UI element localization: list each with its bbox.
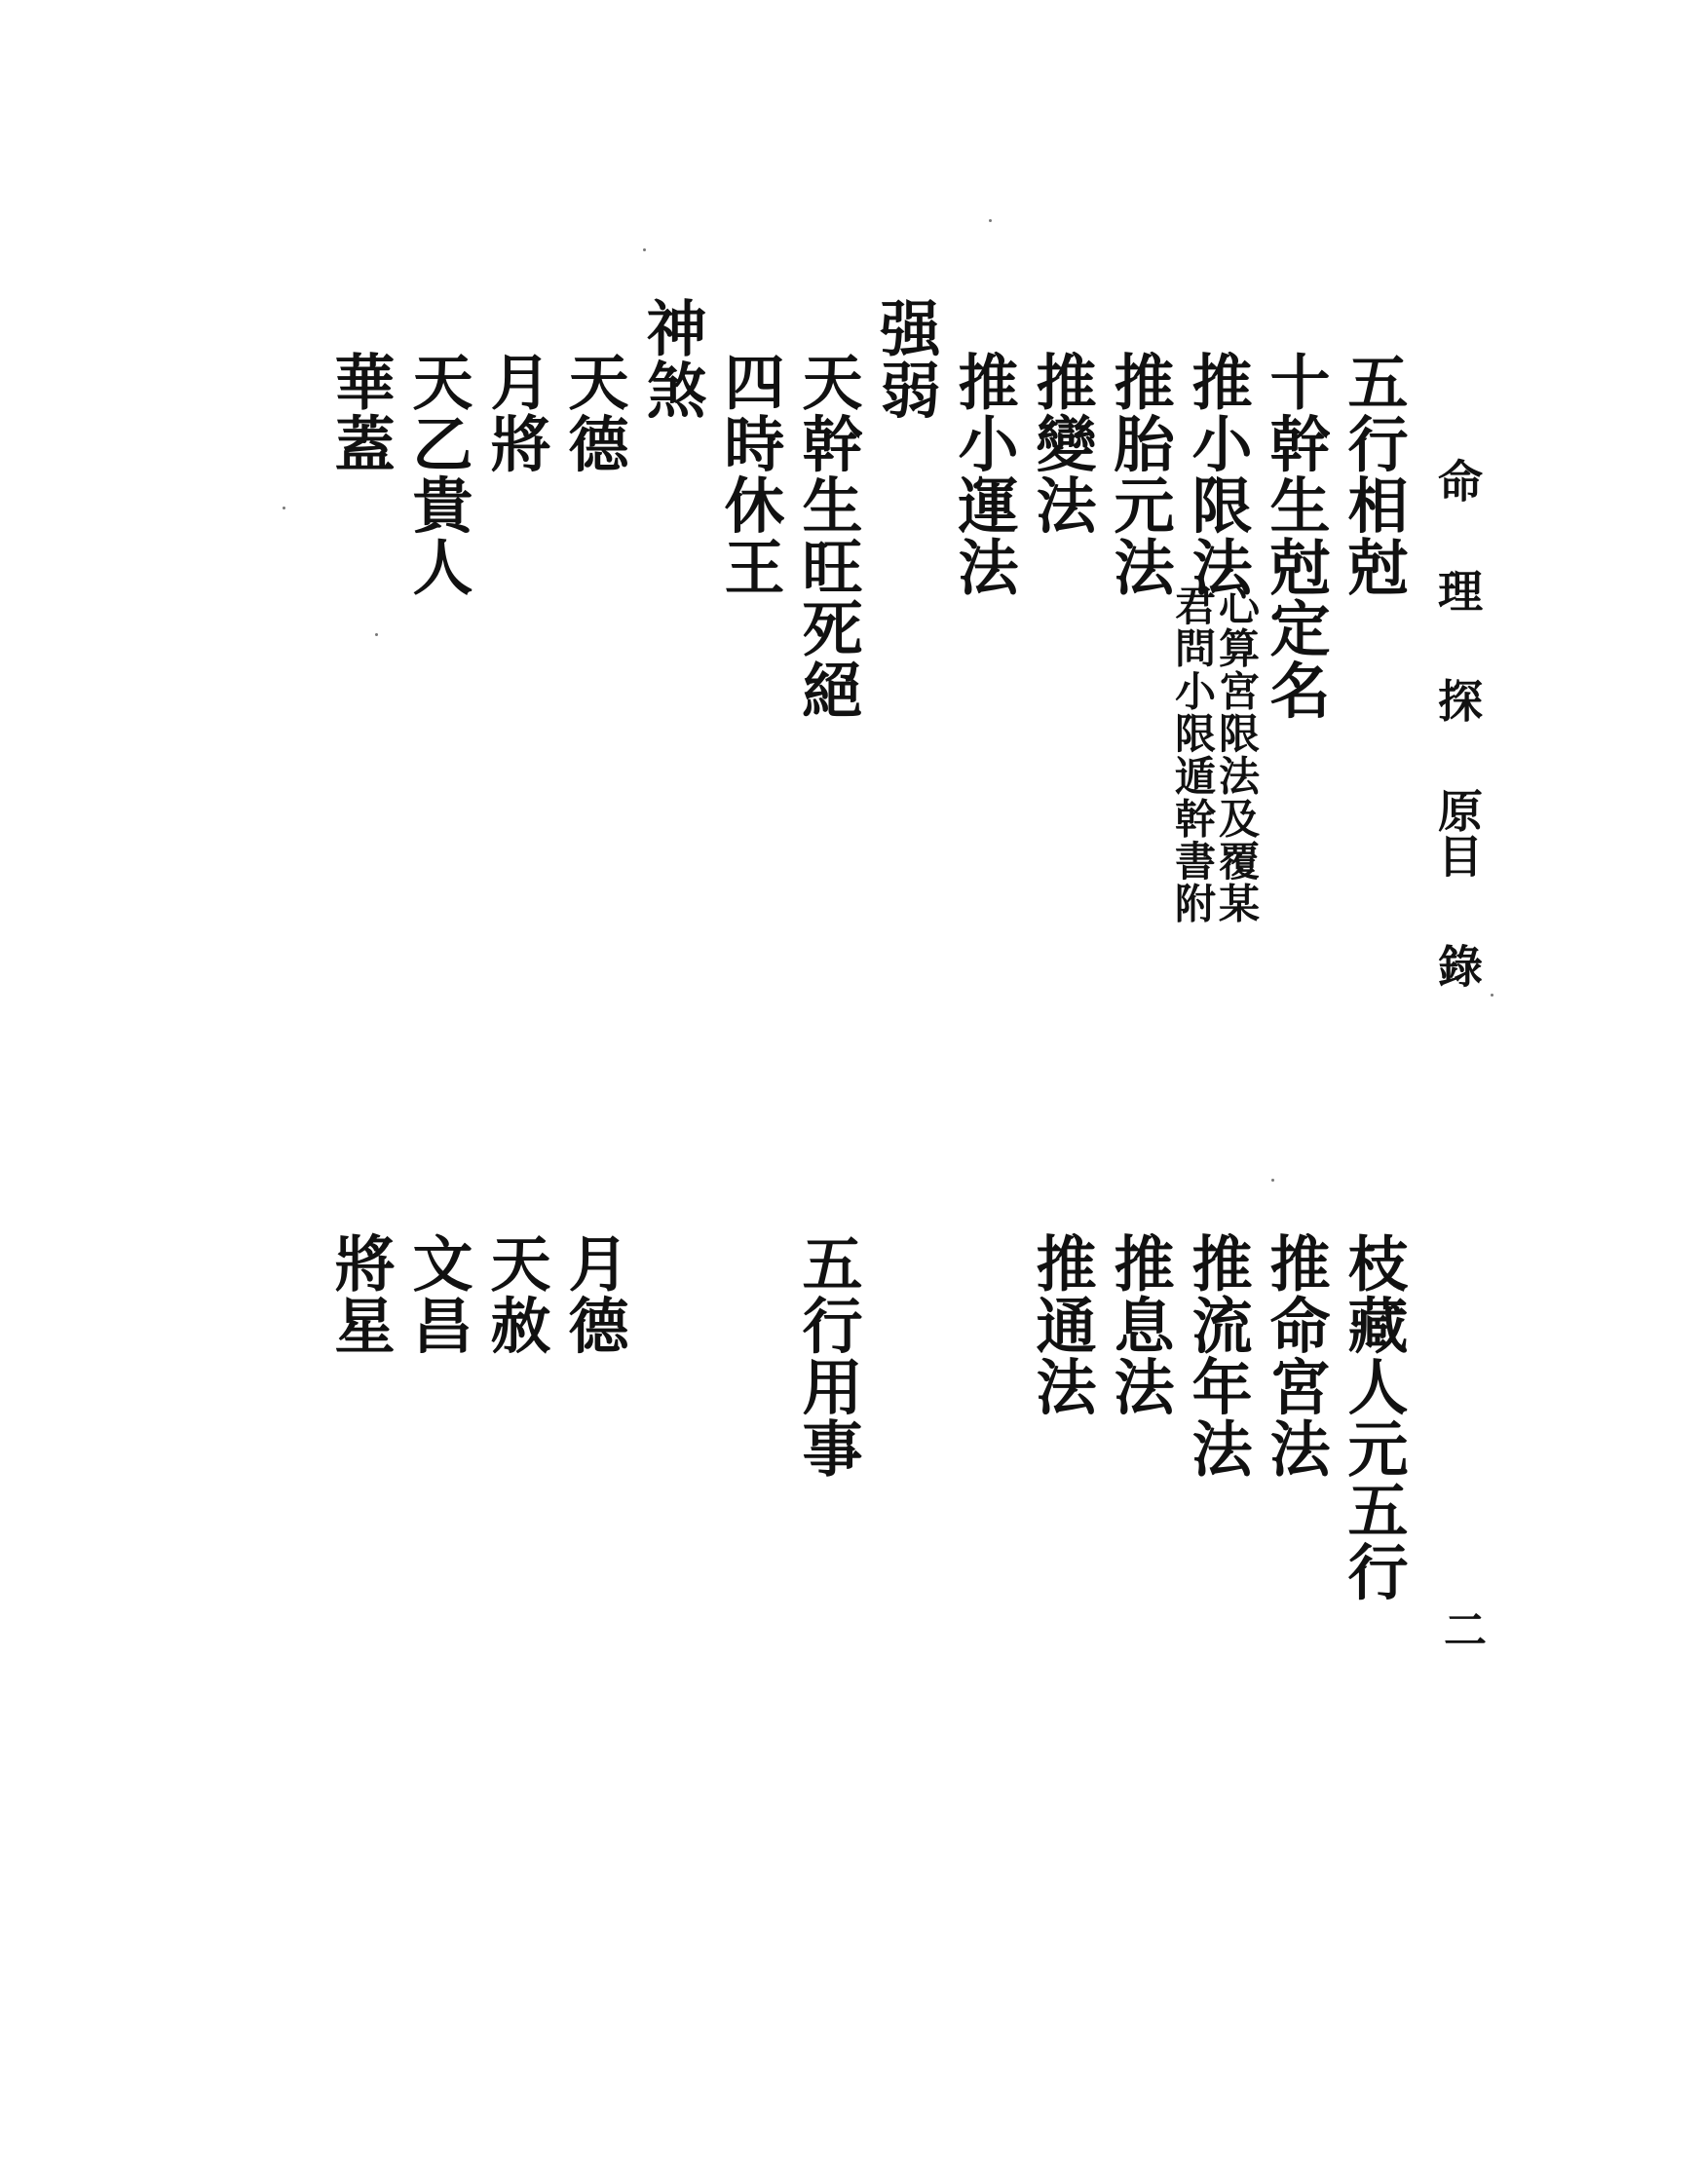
toc-note-line-1: 心算宮限法及覆某 (1213, 584, 1261, 925)
toc-heading-shensha: 神煞 (636, 297, 707, 421)
scan-speck (989, 219, 992, 222)
toc-item-yuede: 月德 (558, 1232, 629, 1356)
toc-item-jiangxing: 將星 (324, 1232, 396, 1356)
scan-speck (375, 633, 378, 636)
toc-item-tui-liunian-fa: 推流年法 (1182, 1232, 1253, 1479)
toc-note-line-2: 君問小限遁幹書附 (1169, 584, 1217, 925)
book-title: 命 理 探 原 (1431, 458, 1484, 840)
toc-item-yuejiang: 月將 (480, 351, 551, 474)
toc-item-tiande: 天德 (558, 351, 629, 474)
toc-item-tui-tong-fa: 推通法 (1026, 1232, 1097, 1417)
toc-item-shigan-shengke-dingming: 十幹生尅定名 (1260, 351, 1331, 721)
toc-heading-qiangruo: 强弱 (870, 297, 941, 421)
toc-item-sishi-xiuwang: 四時休王 (714, 351, 785, 597)
toc-item-zhicang-renyuan-wuxing: 枝藏人元五行 (1338, 1232, 1409, 1602)
scan-speck (1491, 994, 1493, 997)
scan-speck (643, 248, 646, 251)
toc-item-tui-minggong-fa: 推命宮法 (1260, 1232, 1331, 1479)
scan-speck (1271, 1179, 1274, 1182)
toc-item-tui-xiaoyun-fa: 推小運法 (948, 351, 1019, 597)
page-number: 二 (1436, 1607, 1486, 1650)
toc-item-tui-xiaoxian-fa: 推小限法 (1182, 351, 1253, 597)
toc-item-wenchang: 文昌 (402, 1232, 473, 1356)
toc-item-tianyi-guiren: 天乙貴人 (402, 351, 473, 597)
toc-item-tiangan-shengwang-sijue: 天幹生旺死絕 (792, 351, 863, 721)
toc-item-tui-bian-fa: 推變法 (1026, 351, 1097, 536)
toc-item-wuxing-xiangke: 五行相尅 (1338, 351, 1409, 597)
toc-item-tianshe: 天赦 (480, 1232, 551, 1356)
toc-item-huagai: 華蓋 (324, 351, 396, 474)
section-title: 目 錄 (1431, 833, 1484, 995)
toc-item-wuxing-yongshi: 五行用事 (792, 1232, 863, 1479)
toc-item-tui-xi-fa: 推息法 (1104, 1232, 1175, 1417)
scan-speck (283, 507, 285, 509)
toc-item-tui-taiyuan-fa: 推胎元法 (1104, 351, 1175, 597)
